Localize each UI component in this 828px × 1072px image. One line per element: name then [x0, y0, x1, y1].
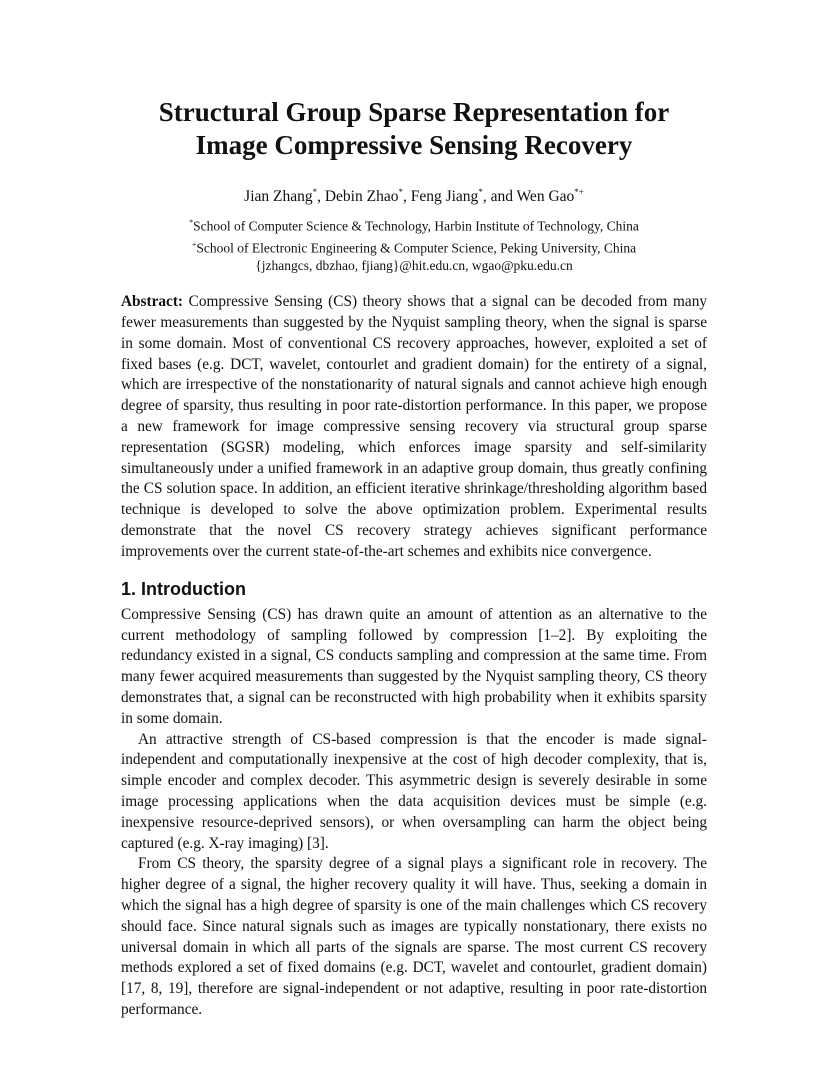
author-mark: *+	[574, 187, 584, 197]
author-mark: *	[478, 187, 483, 197]
intro-paragraph: An attractive strength of CS-based compression is that the encoder is made signal-independent and computationally inexpensive at the cost of high decoder complexity, that is, simple encoder and complex decoder. This asymmetric design is severely desirable in some image processing applications when the data acquisition devices must be simple (e.g. inexpensive resource-deprived sensors), or when oversampling can harm the object being captured (e.g. X-ray imaging) [3].	[121, 730, 707, 852]
author-name: Wen Gao	[516, 188, 575, 206]
title-line-2: Image Compressive Sensing Recovery	[195, 130, 633, 160]
title-line-1: Structural Group Sparse Representation for	[158, 97, 670, 127]
author-emails: {jzhangcs, dbzhao, fjiang}@hit.edu.cn, wgao@pku.edu.cn	[255, 258, 573, 274]
abstract-label: Abstract:	[121, 293, 184, 311]
author-mark: *	[312, 187, 318, 197]
affiliation-line	[121, 236, 707, 258]
author-mark: *	[398, 187, 403, 197]
author-name: Feng Jiang	[410, 188, 479, 206]
abstract	[121, 292, 707, 562]
author-name: Debin Zhao	[324, 188, 399, 206]
affiliation-mark: +	[191, 239, 197, 249]
section-heading-introduction: 1. Introduction	[121, 578, 246, 599]
paper-page	[121, 96, 707, 1021]
paper-title	[121, 96, 707, 162]
author-name: Jian Zhang	[244, 188, 313, 206]
affiliation-text: School of Electronic Engineering & Computer Science, Peking University, China	[196, 240, 637, 256]
intro-paragraph: From CS theory, the sparsity degree of a signal plays a significant role in recovery. The higher degree of a signal, the higher recovery quality it will have. Thus, seeking a domain in which the signal has a high degree of sparsity is one of the main challenges which CS recovery should face. Since natural signals such as images are typically nonstationary, there exists no universal domain in which all parts of the signals are sparse. The most current CS recovery methods explored a set of fixed domains (e.g. DCT, wavelet and contourlet, gradient domain) [17, 8, 19], therefore are signal-independent or not adaptive, resulting in poor rate-distortion performance.	[121, 855, 707, 1018]
author-separator: , and	[482, 188, 517, 206]
affiliation-text: School of Computer Science & Technology, Harbin Institute of Technology, China	[193, 218, 639, 234]
affiliation-mark: *	[189, 218, 194, 228]
abstract-text: Compressive Sensing (CS) theory shows that a signal can be decoded from many fewer measurements than suggested by the Nyquist sampling theory, when the signal is sparse in some domain. Most of conventional CS recovery approaches, however, exploited a set of fixed bases (e.g. DCT, wavelet, contourlet and gradient domain) for the entirety of a signal, which are irrespective of the nonstationarity of natural signals and cannot achieve high enough degree of sparsity, thus resulting in poor rate-distortion performance. In this paper, we propose a new framework for image compressive sensing recovery via structural group sparse representation (SGSR) modeling, which enforces image sparsity and self-similarity simultaneously under a unified framework in an adaptive group domain, thus greatly confining the CS solution space. In addition, an efficient iterative shrinkage/thresholding algorithm based technique is developed to solve the above optimization problem. Experimental results demonstrate that the novel CS recovery strategy achieves significant performance improvements over the current state-of-the-art schemes and exhibits nice convergence.	[121, 293, 707, 560]
affiliation-line	[121, 214, 707, 236]
author-separator: ,	[402, 188, 411, 206]
intro-paragraph: Compressive Sensing (CS) has drawn quite an amount of attention as an alternative to the current methodology of sampling followed by compression [1–2]. By exploiting the redundancy existed in a signal, CS conducts sampling and compression at the same time. From many fewer acquired measurements than suggested by the Nyquist sampling theory, CS theory demonstrates that, a signal can be reconstructed with high probability when it exhibits sparsity in some domain.	[121, 605, 707, 727]
author-list	[121, 182, 707, 207]
affiliations	[121, 214, 707, 275]
author-separator: ,	[317, 188, 325, 206]
